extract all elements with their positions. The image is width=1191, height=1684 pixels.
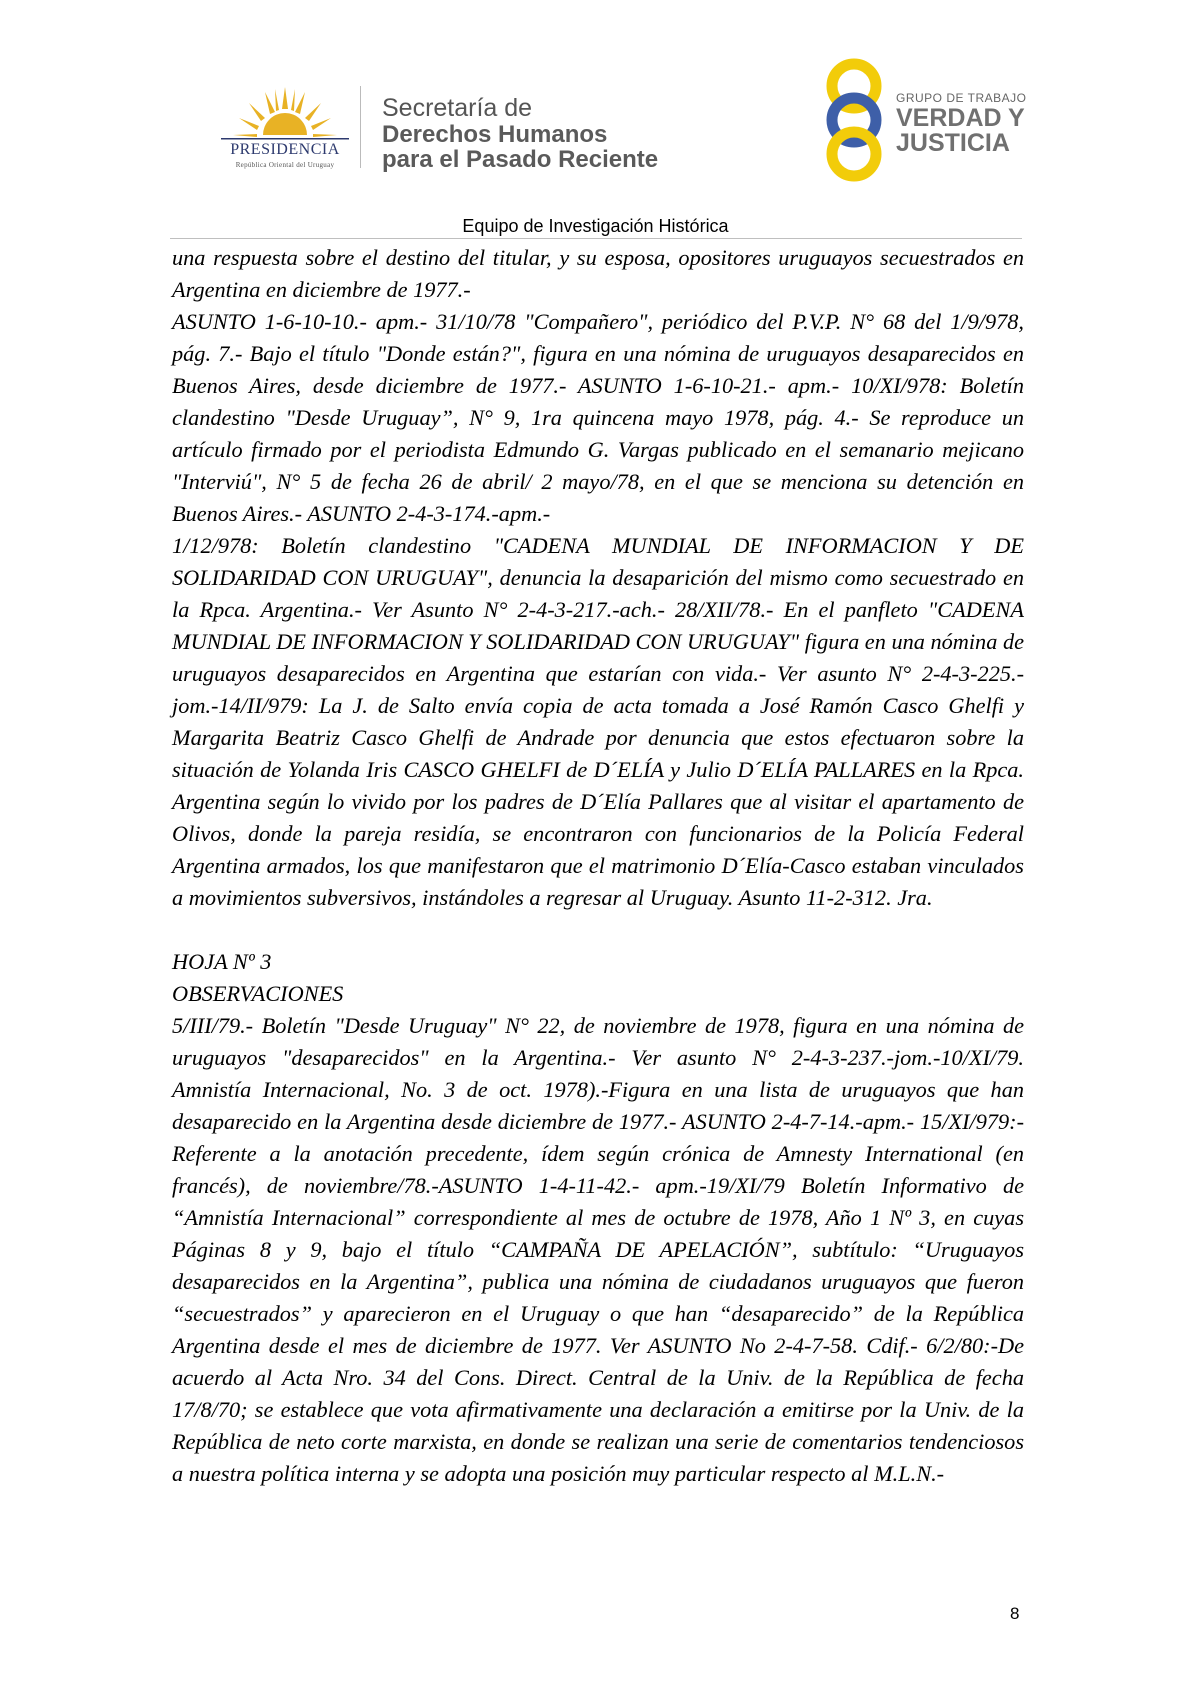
- grupo-line2: VERDAD Y: [896, 104, 1025, 132]
- paragraph-spacer: [172, 914, 1024, 946]
- sun-icon: [213, 85, 357, 143]
- paragraph: una respuesta sobre el destino del titular, y su esposa, opositores uruguayos secuestrados en Argentina en diciembre de 1977.-: [172, 245, 1024, 302]
- grupo-line1: GRUPO DE TRABAJO: [896, 91, 1027, 105]
- presidencia-logo: [205, 85, 365, 180]
- observations-heading: OBSERVACIONES: [172, 981, 344, 1006]
- header-divider: [170, 238, 1022, 239]
- paragraph: ASUNTO 1-6-10-10.- apm.- 31/10/78 "Compañero", periódico del P.V.P. N° 68 del 1/9/978, pág. 7.- Bajo el título "Donde están?", figura en una nómina de uruguayos desaparecidos en Buenos Aires, desde diciembre de 1977.- ASUNTO 1-6-10-21.- apm.- 10/XI/978: Boletín clandestino "Desde Uruguay”, N° 9, 1ra quincena mayo 1978, pág. 4.- Se reproduce un artículo firmado por el periodista Edmundo G. Vargas publicado en el semanario mejicano "Interviú", N° 5 de fecha 26 de abril/ 2 mayo/78, en el que se menciona su detención en Buenos Aires.- ASUNTO 2-4-3-174.-apm.-: [172, 309, 1024, 526]
- secretaria-line1: Secretaría de: [382, 94, 533, 122]
- verdad-justicia-logo: [818, 58, 1048, 183]
- paragraph: 5/III/79.- Boletín "Desde Uruguay" N° 22, de noviembre de 1978, figura en una nómina de uruguayos "desaparecidos" en la Argentina.- Ver asunto N° 2-4-3-237.-jom.-10/XI/79. Amnistía Internacional, No. 3 de oct. 1978).-Figura en una lista de uruguayos que han desaparecido en la Argentina desde diciembre de 1977.- ASUNTO 2-4-7-14.-apm.- 15/XI/979:-Referente a la anotación precedente, ídem según crónica de Amnesty International (en francés), de noviembre/78.-ASUNTO 1-4-11-42.- apm.-19/XI/79 Boletín Informativo de “Amnistía Internacional” correspondiente al mes de octubre de 1978, Año 1 Nº 3, en cuyas Páginas 8 y 9, bajo el título “CAMPAÑA DE APELACIÓN”, subtítulo: “Uruguayos desaparecidos en la Argentina”, publica una nómina de ciudadanos uruguayos que fueron “secuestrados” y aparecieron en el Uruguay o que han “desaparecido” de la República Argentina desde el mes de diciembre de 1977. Ver ASUNTO No 2-4-7-58. Cdif.- 6/2/80:-De acuerdo al Acta Nro. 34 del Cons. Direct. Central de la Univ. de la República de fecha 17/8/70; se establece que vota afirmativamente una declaración a emitirse por la Univ. de la República de neto corte marxista, en donde se realizan una serie de comentarios tendenciosos a nuestra política interna y se adopta una posición muy particular respecto al M.L.N.-: [172, 1013, 1024, 1486]
- presidencia-subtitle: República Oriental del Uruguay: [235, 161, 335, 169]
- secretaria-logo-text: [382, 95, 658, 172]
- grupo-line3: JUSTICIA: [896, 129, 1010, 157]
- secretaria-line3: para el Pasado Reciente: [382, 146, 659, 173]
- presidencia-name: PRESIDENCIA: [230, 141, 340, 158]
- logo-divider: [360, 86, 361, 168]
- sheet-heading: HOJA Nº 3: [172, 949, 272, 974]
- paragraph: 1/12/978: Boletín clandestino "CADENA MUNDIAL DE INFORMACION Y DE SOLIDARIDAD CON URUGUAY", denuncia la desaparición del mismo como secuestrado en la Rpca. Argentina.- Ver Asunto N° 2-4-3-217.-ach.- 28/XII/78.- En el panfleto "CADENA MUNDIAL DE INFORMACION Y SOLIDARIDAD CON URUGUAY" figura en una nómina de uruguayos desaparecidos en Argentina que estarían con vida.- Ver asunto N° 2-4-3-225.-jom.-14/II/979: La J. de Salto envía copia de acta tomada a José Ramón Casco Ghelfi y Margarita Beatriz Casco Ghelfi de Andrade por denuncia que estos efectuaron sobre la situación de Yolanda Iris CASCO GHELFI de D´ELÍA y Julio D´ELÍA PALLARES en la Rpca. Argentina según lo vivido por los padres de D´Elía Pallares que al visitar el apartamento de Olivos, donde la pareja residía, se encontraron con funcionarios de la Policía Federal Argentina armados, los que manifestaron que el matrimonio D´Elía-Casco estaban vinculados a movimientos subversivos, instándoles a regresar al Uruguay. Asunto 11-2-312. Jra.: [172, 533, 1024, 910]
- page-header-title: Equipo de Investigación Histórica: [462, 216, 729, 236]
- interlinked-rings-icon: [818, 58, 898, 183]
- document-body: [172, 242, 1024, 1490]
- page-number: 8: [1010, 1604, 1020, 1623]
- secretaria-line2: Derechos Humanos: [382, 121, 608, 148]
